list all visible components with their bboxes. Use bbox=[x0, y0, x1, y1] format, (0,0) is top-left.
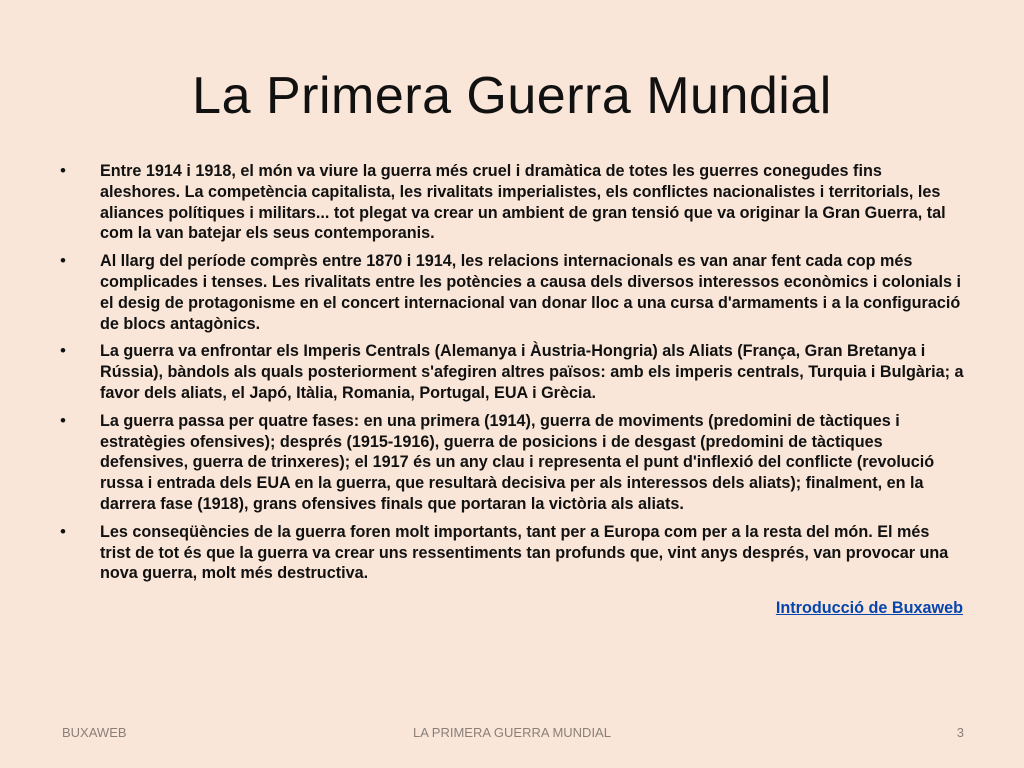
bullet-item bbox=[60, 411, 964, 515]
bullet-text: Les conseqüències de la guerra foren molt importants, tant per a Europa com per a la resta del món. El més trist de tot és que la guerra va crear uns ressentiments tan profunds que, vint anys després, van provocar una nova guerra, molt més destructiva. bbox=[100, 522, 949, 583]
bullet-text: La guerra va enfrontar els Imperis Centrals (Alemanya i Àustria-Hongria) als Aliats (França, Gran Bretanya i Rússia), bàndols als quals posteriorment s'afegiren altres països: amb els imperis centrals, Turquia i Bulgària; a favor dels aliats, el Japó, Itàlia, Romania, Portugal, EUA i Grècia. bbox=[100, 342, 964, 402]
bullet-text: La guerra passa per quatre fases: en una primera (1914), guerra de moviments (predomini de tàctiques i estratègies ofensives); després (1915-1916), guerra de posicions i de desgast (predomini de tàctiques defensives, guerra de trinxeres); el 1917 és un any clau i representa el punt d'inflexió del conflicte (revolució russa i entrada dels EUA en la guerra, que resultarà decisiva per als interessos dels aliats); finalment, en la darrera fase (1918), grans ofensives finals que portaran la victòria als aliats. bbox=[100, 411, 935, 513]
bullet-icon: • bbox=[60, 161, 66, 180]
bullet-icon: • bbox=[60, 251, 66, 271]
page-number: 3 bbox=[956, 725, 964, 740]
bullet-list bbox=[60, 161, 964, 591]
bullet-item bbox=[60, 341, 964, 403]
bullet-icon: • bbox=[60, 341, 66, 361]
bullet-icon: • bbox=[60, 410, 66, 430]
footer-left-text: BUXAWEB bbox=[62, 725, 127, 740]
slide-title: La Primera Guerra Mundial bbox=[192, 67, 832, 125]
bullet-icon: • bbox=[60, 521, 66, 541]
bullet-text: Entre 1914 i 1918, el món va viure la guerra més cruel i dramàtica de totes les guerres conegudes fins aleshores. La competència capitalista, les rivalitats imperialistes, els conflictes nacionalistes i territorials, les aliances polítiques i militars... tot plegat va crear un ambient de gran tensió que va originar la Gran Guerra, tal com la van batejar els seus contemporanis. bbox=[100, 162, 946, 243]
bullet-item bbox=[60, 251, 964, 334]
bullet-text: Al llarg del període comprès entre 1870 i 1914, les relacions internacionals es van anar fent cada cop més complicades i tenses. Les rivalitats entre les potències a causa dels diversos interessos econòmics i colonials i el desig de protagonisme en el concert internacional van donar lloc a una cursa d'armaments i a la configuració de blocs antagònics. bbox=[100, 252, 962, 333]
source-link[interactable]: Introducció de Buxaweb bbox=[775, 599, 963, 617]
footer-center-text: LA PRIMERA GUERRA MUNDIAL bbox=[413, 725, 611, 740]
bullet-item bbox=[60, 161, 964, 244]
bullet-item bbox=[60, 522, 964, 584]
